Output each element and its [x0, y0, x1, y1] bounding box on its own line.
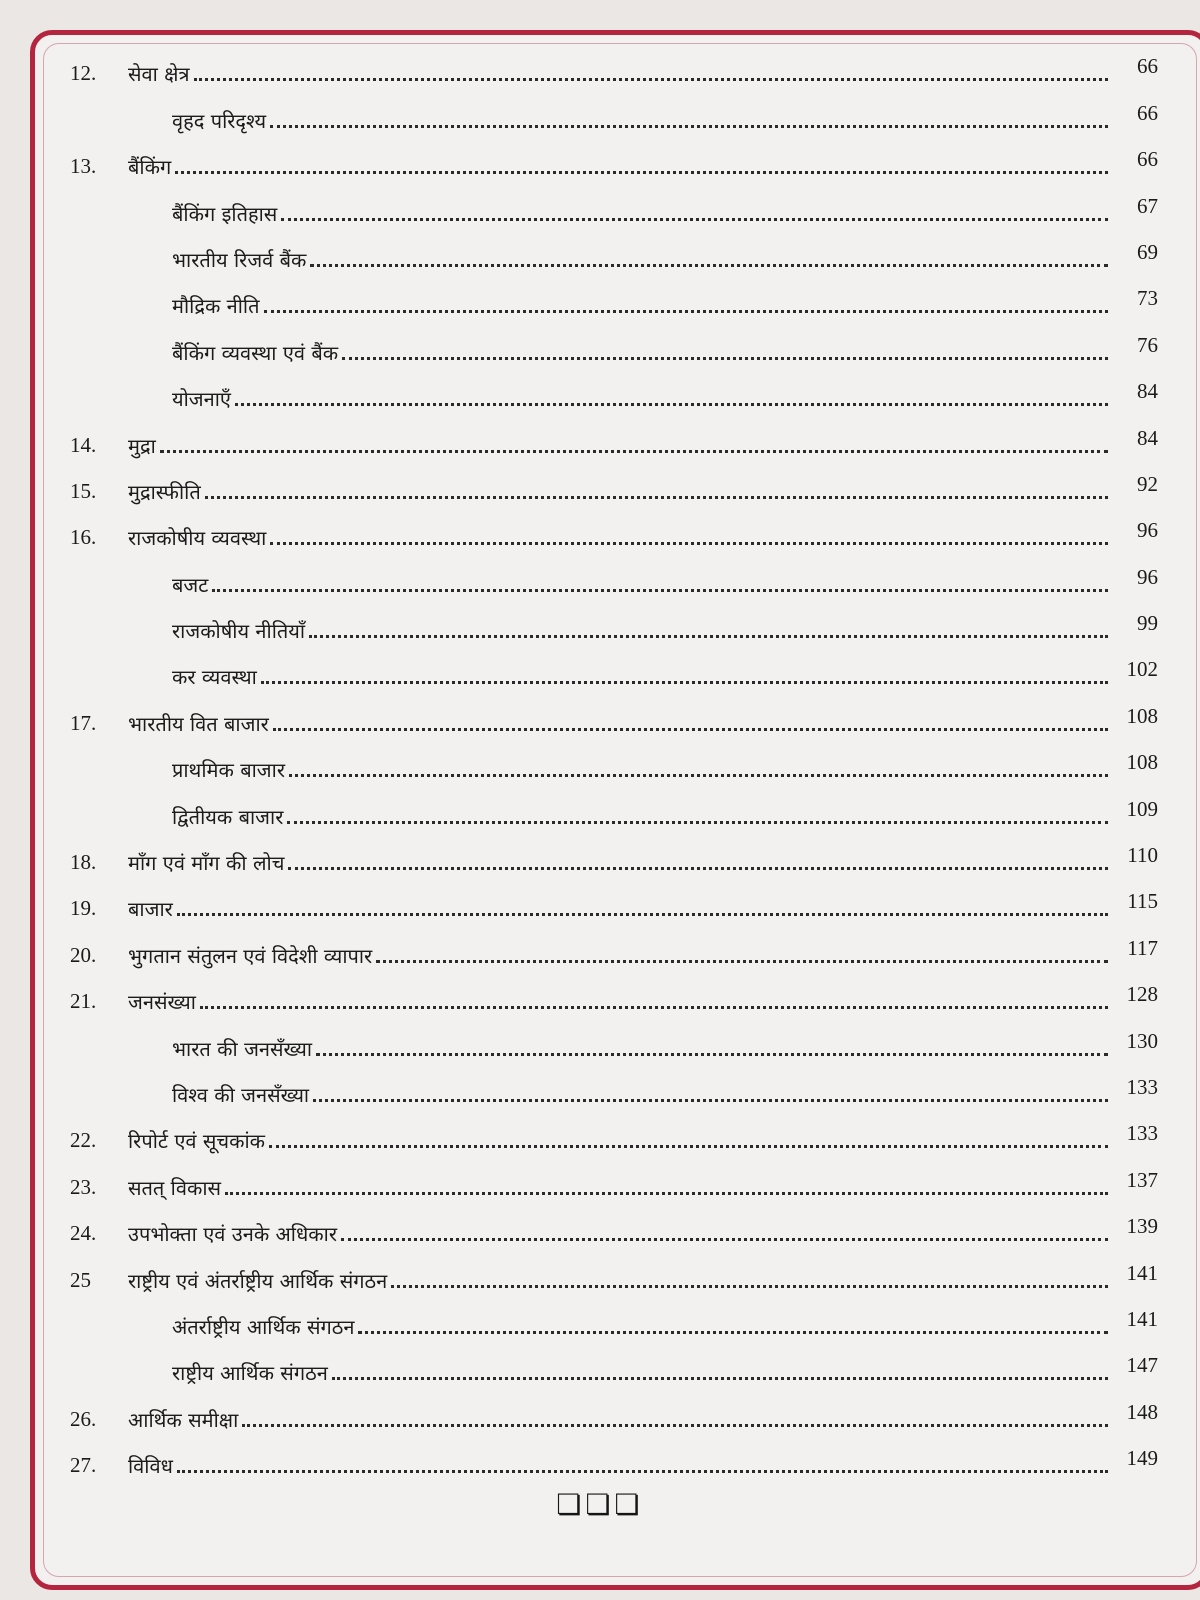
toc-entry-title: कर व्यवस्था	[172, 665, 257, 690]
toc-leader-dots	[313, 1099, 1108, 1102]
toc-entry-page: 133	[1126, 1074, 1158, 1099]
toc-entry-number: 18.	[70, 850, 97, 875]
toc-entry-page: 69	[1137, 239, 1158, 264]
toc-entry-page: 66	[1137, 100, 1158, 125]
toc-entry	[48, 740, 1158, 786]
toc-entry	[48, 44, 1158, 90]
toc-entry-page: 108	[1126, 750, 1158, 775]
toc-leader-dots	[264, 310, 1108, 313]
toc-entry	[48, 1250, 1158, 1296]
toc-entry-number: 16.	[70, 525, 97, 550]
toc-entry	[48, 972, 1158, 1018]
toc-entry	[48, 415, 1158, 461]
toc-entry-page: 102	[1126, 657, 1158, 682]
toc-entry	[48, 786, 1158, 832]
toc-entry	[48, 601, 1158, 647]
toc-entry-page: 141	[1126, 1260, 1158, 1285]
toc-entry	[48, 183, 1158, 229]
toc-entry-page: 66	[1137, 54, 1158, 79]
toc-leader-dots	[281, 218, 1108, 221]
toc-leader-dots	[342, 357, 1108, 360]
toc-entry-number: 21.	[70, 989, 97, 1014]
toc-entry-page: 139	[1126, 1214, 1158, 1239]
toc-entry-page: 115	[1127, 889, 1158, 914]
toc-entry	[48, 1065, 1158, 1111]
toc-entry-page: 73	[1137, 286, 1158, 311]
toc-entry-number: 19.	[70, 896, 97, 921]
toc-entry-number: 27.	[70, 1453, 97, 1478]
toc-entry-page: 109	[1126, 796, 1158, 821]
toc-entry-title: बैंकिंग इतिहास	[172, 201, 278, 226]
toc-entry-number: 22.	[70, 1128, 97, 1153]
toc-entry	[48, 90, 1158, 136]
toc-entry	[48, 1204, 1158, 1250]
toc-leader-dots	[289, 774, 1108, 777]
toc-entry-page: 66	[1137, 147, 1158, 172]
toc-leader-dots	[200, 1006, 1108, 1009]
toc-leader-dots	[212, 589, 1108, 592]
toc-entry	[48, 833, 1158, 879]
toc-entry-page: 110	[1127, 843, 1158, 868]
toc-entry-number: 23.	[70, 1174, 97, 1199]
toc-leader-dots	[225, 1192, 1108, 1195]
toc-entry-page: 137	[1126, 1167, 1158, 1192]
toc-entry	[48, 276, 1158, 322]
toc-entry-number: 12.	[70, 61, 97, 86]
toc-entry-title: भुगतान संतुलन एवं विदेशी व्यापार	[128, 943, 373, 968]
toc-entry-number: 25	[70, 1267, 91, 1292]
toc-entry	[48, 879, 1158, 925]
toc-entry-page: 84	[1137, 379, 1158, 404]
table-of-contents	[48, 44, 1158, 1482]
toc-entry-page: 108	[1126, 703, 1158, 728]
toc-entry-title: वृहद परिदृश्य	[172, 108, 267, 133]
toc-entry-title: राजकोषीय नीतियाँ	[172, 619, 306, 644]
toc-entry-number: 20.	[70, 942, 97, 967]
toc-entry-number: 13.	[70, 154, 97, 179]
toc-entry-title: मुद्रास्फीति	[128, 479, 201, 504]
toc-entry-title: द्वितीयक बाजार	[172, 804, 284, 829]
toc-entry	[48, 925, 1158, 971]
toc-entry-title: बजट	[172, 572, 209, 597]
toc-leader-dots	[316, 1053, 1108, 1056]
toc-entry-title: विश्व की जनसँख्या	[172, 1082, 310, 1107]
toc-leader-dots	[391, 1285, 1108, 1288]
toc-entry	[48, 508, 1158, 554]
toc-entry-title: मौद्रिक नीति	[172, 294, 260, 319]
toc-entry-title: विविध	[128, 1454, 173, 1479]
toc-leader-dots	[194, 78, 1108, 81]
toc-entry-title: माँग एवं माँग की लोच	[128, 851, 285, 876]
toc-leader-dots	[273, 728, 1108, 731]
toc-leader-dots	[205, 496, 1108, 499]
toc-leader-dots	[235, 403, 1108, 406]
toc-entry	[48, 369, 1158, 415]
toc-entry-title: मुद्रा	[128, 433, 156, 458]
toc-leader-dots	[287, 821, 1108, 824]
toc-entry	[48, 137, 1158, 183]
toc-entry-page: 96	[1137, 518, 1158, 543]
toc-entry	[48, 1343, 1158, 1389]
toc-entry	[48, 1297, 1158, 1343]
toc-entry-title: प्राथमिक बाजार	[172, 758, 285, 783]
toc-leader-dots	[341, 1238, 1108, 1241]
toc-entry-title: सतत् विकास	[128, 1175, 222, 1200]
toc-leader-dots	[309, 635, 1108, 638]
toc-entry-number: 15.	[70, 478, 97, 503]
toc-entry-title: अंतर्राष्ट्रीय आर्थिक संगठन	[172, 1314, 355, 1339]
toc-entry	[48, 693, 1158, 739]
toc-entry-page: 84	[1137, 425, 1158, 450]
toc-entry-title: बैंकिंग व्यवस्था एवं बैंक	[172, 340, 339, 365]
toc-entry	[48, 462, 1158, 508]
toc-entry-title: योजनाएँ	[172, 387, 231, 412]
toc-entry	[48, 230, 1158, 276]
toc-leader-dots	[310, 264, 1108, 267]
toc-entry	[48, 1018, 1158, 1064]
toc-entry-page: 130	[1126, 1028, 1158, 1053]
toc-entry	[48, 1157, 1158, 1203]
toc-entry-title: उपभोक्ता एवं उनके अधिकार	[128, 1222, 338, 1247]
toc-entry-title: जनसंख्या	[128, 990, 196, 1015]
toc-entry	[48, 1389, 1158, 1435]
toc-entry-title: राजकोषीय व्यवस्था	[128, 526, 267, 551]
toc-leader-dots	[269, 1145, 1108, 1148]
toc-entry-title: बैंकिंग	[128, 155, 172, 180]
toc-leader-dots	[288, 867, 1108, 870]
toc-entry-title: रिपोर्ट एवं सूचकांक	[128, 1129, 265, 1154]
toc-entry-number: 24.	[70, 1221, 97, 1246]
toc-entry-title: भारतीय वित बाजार	[128, 711, 269, 736]
toc-leader-dots	[270, 125, 1108, 128]
toc-entry	[48, 322, 1158, 368]
toc-entry-page: 67	[1137, 193, 1158, 218]
toc-leader-dots	[175, 171, 1108, 174]
toc-entry-page: 128	[1126, 982, 1158, 1007]
toc-entry-number: 26.	[70, 1406, 97, 1431]
toc-entry-page: 99	[1137, 611, 1158, 636]
toc-entry	[48, 1436, 1158, 1482]
toc-entry-title: राष्ट्रीय आर्थिक संगठन	[172, 1361, 328, 1386]
toc-leader-dots	[242, 1424, 1108, 1427]
toc-entry-title: भारतीय रिजर्व बैंक	[172, 247, 307, 272]
toc-entry-title: राष्ट्रीय एवं अंतर्राष्ट्रीय आर्थिक संगठन	[128, 1268, 388, 1293]
toc-entry-title: सेवा क्षेत्र	[128, 62, 190, 87]
toc-entry	[48, 554, 1158, 600]
toc-entry-page: 148	[1126, 1399, 1158, 1424]
toc-entry-title: आर्थिक समीक्षा	[128, 1407, 239, 1432]
toc-entry-page: 141	[1126, 1306, 1158, 1331]
toc-entry-title: बाजार	[128, 897, 173, 922]
toc-leader-dots	[332, 1377, 1108, 1380]
toc-entry-number: 17.	[70, 710, 97, 735]
toc-leader-dots	[358, 1331, 1108, 1334]
toc-entry-page: 133	[1126, 1121, 1158, 1146]
toc-entry-title: भारत की जनसँख्या	[172, 1036, 313, 1061]
toc-entry-page: 96	[1137, 564, 1158, 589]
toc-entry-page: 76	[1137, 332, 1158, 357]
toc-entry-page: 117	[1127, 935, 1158, 960]
end-mark: ❏❏❏	[556, 1488, 644, 1521]
toc-leader-dots	[270, 542, 1108, 545]
toc-entry	[48, 647, 1158, 693]
toc-leader-dots	[160, 450, 1108, 453]
toc-entry-number: 14.	[70, 432, 97, 457]
toc-leader-dots	[177, 913, 1108, 916]
toc-leader-dots	[177, 1470, 1108, 1473]
toc-leader-dots	[376, 960, 1108, 963]
toc-entry-page: 149	[1126, 1446, 1158, 1471]
toc-entry-page: 147	[1126, 1353, 1158, 1378]
toc-entry	[48, 1111, 1158, 1157]
toc-leader-dots	[261, 681, 1108, 684]
toc-entry-page: 92	[1137, 471, 1158, 496]
